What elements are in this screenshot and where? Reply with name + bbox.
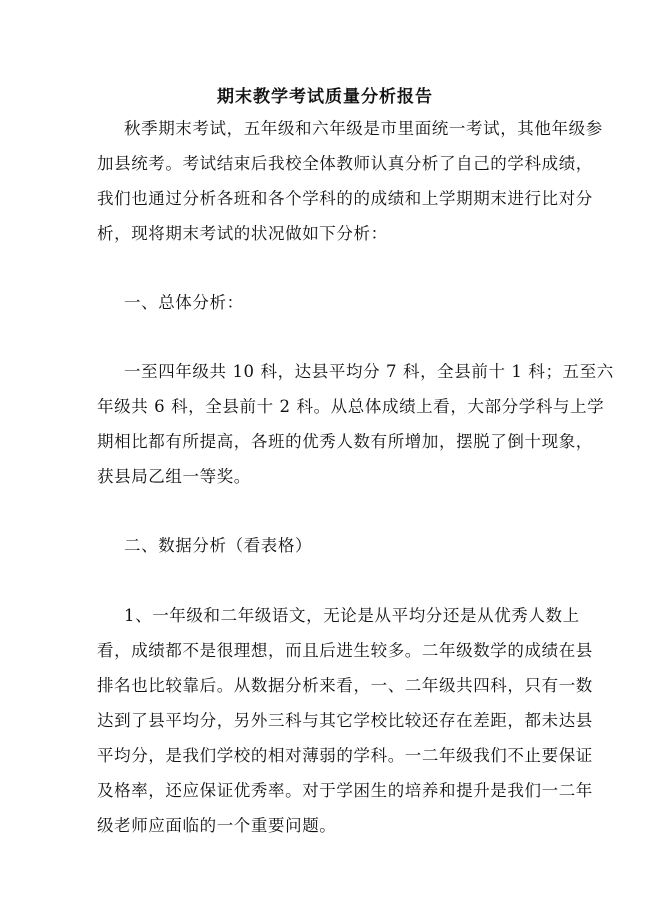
section1-line: 期相比都有所提高，各班的优秀人数有所增加，摆脱了倒十现象，	[97, 432, 593, 451]
section1-line: 年级共 6 科，全县前十 2 科。从总体成绩上看，大部分学科与上学	[97, 397, 605, 416]
intro-line: 秋季期末考试，五年级和六年级是市里面统一考试，其他年级参	[124, 119, 603, 138]
intro-line: 析，现将期末考试的状况做如下分析：	[97, 224, 388, 243]
section2-line: 1、一年级和二年级语文，无论是从平均分还是从优秀人数上	[124, 606, 580, 625]
intro-line: 我们也通过分析各班和各个学科的的成绩和上学期期末进行比对分	[97, 189, 593, 208]
section-heading-overall: 一、总体分析：	[124, 293, 244, 312]
section2-line: 级老师应面临的一个重要问题。	[97, 816, 337, 835]
section2-line: 及格率，还应保证优秀率。对于学困生的培养和提升是我们一二年	[97, 781, 593, 800]
section2-line: 排名也比较靠后。从数据分析来看，一、二年级共四科，只有一数	[97, 676, 593, 695]
section1-line: 获县局乙组一等奖。	[97, 467, 251, 486]
document-title: 期末教学考试质量分析报告	[217, 87, 433, 107]
section2-line: 达到了县平均分，另外三科与其它学校比较还存在差距，都未达县	[97, 711, 593, 730]
section1-line: 一至四年级共 10 科，达县平均分 7 科，全县前十 1 科；五至六	[124, 362, 614, 381]
section2-line: 看，成绩都不是很理想，而且后进生较多。二年级数学的成绩在县	[97, 641, 593, 660]
intro-line: 加县统考。考试结束后我校全体教师认真分析了自己的学科成绩，	[97, 154, 593, 173]
section2-line: 平均分，是我们学校的相对薄弱的学科。一二年级我们不止要保证	[97, 746, 593, 765]
section-heading-data: 二、数据分析（看表格）	[124, 536, 313, 555]
